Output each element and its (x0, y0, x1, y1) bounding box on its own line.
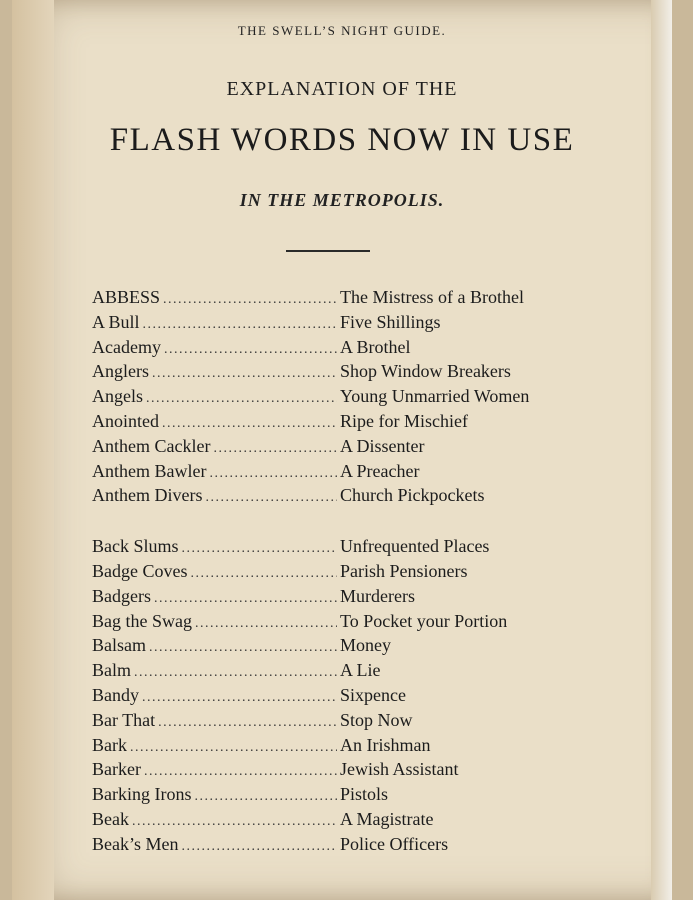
entry-term: Bar That (92, 709, 156, 730)
dot-leader (213, 441, 337, 457)
glossary (92, 287, 592, 885)
glossary-entry (92, 461, 592, 486)
dot-leader (142, 690, 337, 706)
entry-definition: Shop Window Breakers (340, 361, 511, 382)
glossary-entry (92, 809, 592, 834)
entry-term: Anointed (92, 410, 159, 431)
glossary-entry (92, 834, 592, 859)
glossary-entry (92, 586, 592, 611)
dot-leader (194, 789, 337, 805)
glossary-entry (92, 536, 592, 561)
entry-term: Back Slums (92, 536, 179, 557)
title-rule (286, 250, 370, 252)
entry-term: Balsam (92, 635, 146, 656)
glossary-group (92, 536, 592, 858)
entry-term: A Bull (92, 311, 140, 332)
entry-term: Badgers (92, 585, 151, 606)
glossary-entry (92, 611, 592, 636)
entry-definition: A Dissenter (340, 435, 425, 456)
dot-leader (163, 292, 337, 308)
entry-definition: An Irishman (340, 734, 431, 755)
entry-term: Barking Irons (92, 784, 192, 805)
dot-leader (182, 541, 337, 557)
entry-term: Beak (92, 808, 129, 829)
entry-definition: Stop Now (340, 709, 413, 730)
entry-definition: A Brothel (340, 336, 411, 357)
entry-definition: Parish Pensioners (340, 560, 468, 581)
entry-definition: Jewish Assistant (340, 759, 459, 780)
entry-definition: Murderers (340, 585, 415, 606)
dot-leader (205, 490, 337, 506)
glossary-entry (92, 361, 592, 386)
entry-term: Angels (92, 386, 143, 407)
entry-definition: Unfrequented Places (340, 536, 490, 557)
entry-term: Badge Coves (92, 560, 188, 581)
dot-leader (149, 640, 337, 656)
entry-term: Anthem Divers (92, 485, 203, 506)
entry-definition: A Preacher (340, 460, 420, 481)
dot-leader (154, 591, 337, 607)
glossary-entry (92, 561, 592, 586)
entry-term: Academy (92, 336, 161, 357)
entry-term: Balm (92, 660, 131, 681)
glossary-group (92, 287, 592, 510)
entry-term: Bandy (92, 684, 139, 705)
glossary-entry (92, 660, 592, 685)
dot-leader (164, 342, 337, 358)
subheading: EXPLANATION OF THE (226, 78, 458, 100)
entry-term: ABBESS (92, 287, 161, 307)
glossary-entry (92, 735, 592, 760)
entry-term: Beak’s Men (92, 833, 179, 854)
dot-leader (181, 839, 337, 855)
entry-definition: Young Unmarried Women (340, 386, 530, 407)
dot-leader (146, 391, 337, 407)
glossary-entry (92, 386, 592, 411)
running-head: THE SWELL’S NIGHT GUIDE. (237, 23, 447, 38)
glossary-entry (92, 784, 592, 809)
entry-definition: A Magistrate (340, 808, 434, 829)
entry-term: Anthem Bawler (92, 460, 207, 481)
dot-leader (143, 317, 337, 333)
entry-definition: Ripe for Mischief (340, 410, 468, 431)
glossary-entry (92, 312, 592, 337)
entry-definition: Sixpence (340, 684, 406, 705)
glossary-entry (92, 710, 592, 735)
page-title: FLASH WORDS NOW IN USE (109, 122, 575, 158)
entry-definition: Money (340, 635, 391, 656)
place-subtitle: IN THE METROPOLIS. (239, 190, 445, 210)
dot-leader (158, 715, 337, 731)
dot-leader (132, 814, 337, 830)
entry-definition: To Pocket your Portion (340, 610, 508, 631)
entry-term: Bark (92, 734, 127, 755)
dot-leader (134, 665, 337, 681)
dot-leader (195, 616, 337, 632)
entry-term: Barker (92, 759, 141, 780)
dot-leader (162, 416, 337, 432)
entry-definition: Pistols (340, 784, 389, 805)
entry-term: Bag the Swag (92, 610, 192, 631)
entry-definition: Police Officers (340, 833, 449, 854)
entry-definition: Church Pickpockets (340, 485, 485, 506)
entry-term: Anglers (92, 361, 149, 382)
dot-leader (152, 366, 337, 382)
glossary-entry (92, 337, 592, 362)
entry-definition: Five Shillings (340, 311, 441, 332)
glossary-entry (92, 759, 592, 784)
glossary-entry (92, 485, 592, 510)
dot-leader (190, 566, 337, 582)
book-page (12, 0, 672, 900)
glossary-entry (92, 685, 592, 710)
dot-leader (144, 764, 337, 780)
glossary-entry (92, 436, 592, 461)
entry-definition: The Mistress of a Brothel (340, 287, 524, 307)
glossary-entry (92, 635, 592, 660)
entry-definition: A Lie (340, 660, 381, 681)
glossary-entry (92, 287, 592, 312)
entry-term: Anthem Cackler (92, 435, 211, 456)
dot-leader (209, 466, 337, 482)
dot-leader (130, 740, 337, 756)
glossary-entry (92, 411, 592, 436)
